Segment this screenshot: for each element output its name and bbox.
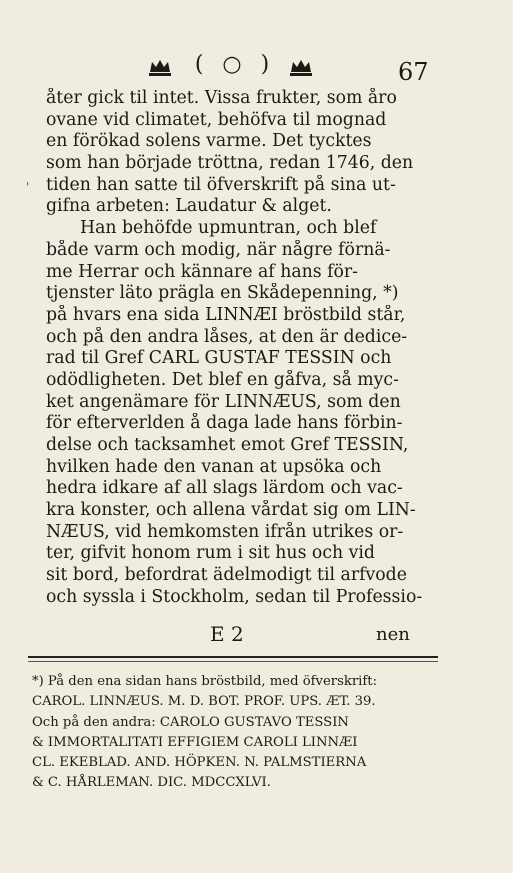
body-line: rad til Gref CARL GUSTAF TESSIN och bbox=[46, 348, 392, 369]
body-line: ket angenämare för LINNÆUS, som den bbox=[46, 391, 401, 412]
body-line: på hvars ena sida LINNÆI bröstbild står, bbox=[46, 304, 406, 325]
body-line: NÆUS, vid hemkomsten ifrån utrikes or- bbox=[46, 521, 404, 542]
header-ornament: ( ○ ) bbox=[194, 52, 276, 77]
footnote-line: CL. EKEBLAD. AND. HÖPKEN. N. PALMSTIERNA bbox=[32, 755, 367, 771]
footnote-line: Och på den andra: CAROLO GUSTAVO TESSIN bbox=[32, 714, 349, 730]
body-line: me Herrar och kännare af hans för- bbox=[46, 261, 359, 282]
body-line: Han behöfde upmuntran, och blef bbox=[80, 218, 377, 239]
body-line: odödligheten. Det blef en gåfva, så myc- bbox=[46, 369, 399, 390]
page-header bbox=[0, 50, 513, 90]
body-text bbox=[46, 88, 434, 609]
body-line: tiden han satte til öfverskrift på sina ut- bbox=[46, 174, 396, 195]
footnote-line: & IMMORTALITATI EFFIGIEM CAROLI LINNÆI bbox=[32, 734, 358, 750]
body-line: ter, gifvit honom rum i sit hus och vid bbox=[46, 543, 375, 564]
margin-mark: ' bbox=[26, 180, 30, 194]
body-line: tjenster läto prägla en Skådepenning, *) bbox=[46, 283, 399, 304]
body-line: och syssla i Stockholm, sedan til Professio- bbox=[46, 586, 423, 607]
footnote-divider bbox=[28, 656, 438, 658]
body-line: ovane vid climatet, behöfva til mognad bbox=[46, 109, 387, 130]
body-line: kra konster, och allena vårdat sig om LIN- bbox=[46, 500, 416, 521]
body-line: sit bord, befordrat ädelmodigt til arfvode bbox=[46, 565, 407, 586]
footnote-line: CAROL. LINNÆUS. M. D. BOT. PROF. UPS. ÆT. 39. bbox=[32, 694, 376, 710]
body-line: för efterverlden å daga lade hans förbin- bbox=[46, 413, 403, 434]
body-line: som han började tröttna, redan 1746, den bbox=[46, 153, 414, 174]
page-number: 67 bbox=[398, 58, 429, 86]
footnote-line: & C. HÅRLEMAN. DIC. MDCCXLVI. bbox=[32, 775, 271, 791]
body-line: och på den andra låses, at den är dedice- bbox=[46, 326, 408, 347]
crown-ornament-icon bbox=[147, 56, 173, 78]
body-line: delse och tacksamhet emot Gref TESSIN, bbox=[46, 435, 409, 455]
footnote-line: *) På den ena sidan hans bröstbild, med öfverskrift: bbox=[32, 674, 378, 689]
body-line: åter gick til intet. Vissa frukter, som åro bbox=[46, 88, 397, 108]
catchword: nen bbox=[376, 624, 410, 645]
body-line: gifna arbeten: Laudatur & alget. bbox=[46, 196, 332, 217]
body-line: en förökad solens varme. Det tycktes bbox=[46, 131, 372, 152]
signature-mark: E 2 bbox=[210, 622, 244, 646]
body-line: både varm och modig, när någre förnä- bbox=[46, 239, 391, 260]
footnote-divider-thin bbox=[28, 661, 438, 662]
crown-ornament-icon bbox=[288, 56, 314, 78]
body-line: hvilken hade den vanan at upsöka och bbox=[46, 456, 382, 477]
body-line: hedra idkare af all slags lärdom och vac- bbox=[46, 478, 403, 499]
footnote bbox=[32, 672, 436, 794]
